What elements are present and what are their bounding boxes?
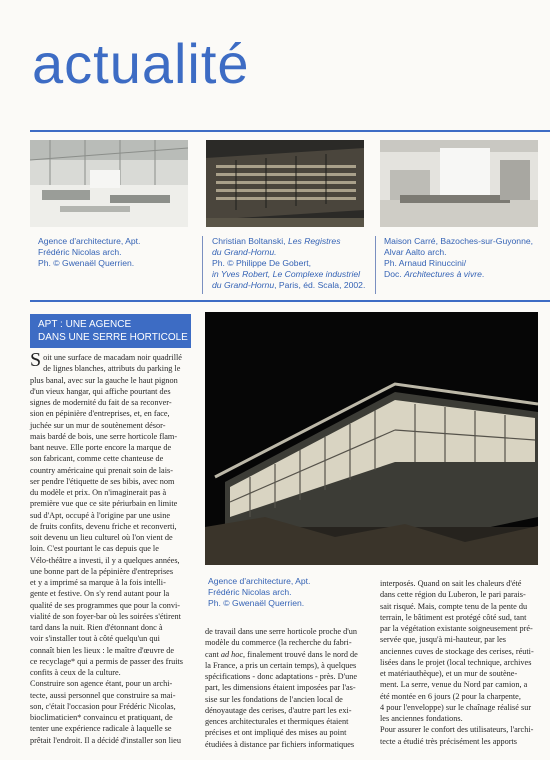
caption-text: du Grand-Hornu: [212, 280, 275, 290]
article-line: mais bardé de bois, une serre horticole flam-: [30, 431, 178, 441]
caption-text: Ph. © Gwenaël Querrien.: [208, 598, 305, 608]
title-rule: [30, 130, 550, 132]
greenhouse-photo-caption: [208, 576, 310, 609]
article-heading-line: DANS UNE SERRE HORTICOLE: [38, 332, 188, 343]
caption-text: Alvar Aalto arch.: [384, 247, 447, 257]
article-line: tecte, aussi personnel que construire sa mai-: [30, 690, 176, 700]
caption-text: , Paris, éd. Scala, 2002.: [274, 280, 366, 290]
article-line: confits à ceux de la culture.: [30, 668, 121, 677]
article-line: d'un vieux hangar, qui affiche pourtant des: [30, 386, 171, 396]
caption-divider: [375, 236, 376, 294]
article-line: tenter une expérience radicale à laquelle se: [30, 724, 172, 734]
column-1-lines: [30, 349, 192, 746]
article-line: voir s'installer tout à côté quelqu'un qui: [30, 634, 160, 644]
article-line: interposés. Quand on sait les chaleurs d'été: [380, 579, 522, 588]
article-line: terrain, le bâtiment est protégé côté sud, tant: [380, 612, 527, 622]
caption-text: Frédéric Nicolas arch.: [208, 587, 292, 597]
article-line: vialité de son foyer-bar où les soirées s'étirent: [30, 611, 181, 621]
article-line: par la végétation existante soigneusement pré-: [380, 624, 533, 633]
article-dropcap: S: [30, 349, 42, 371]
caption-line: [212, 269, 365, 280]
article-line: sait risqué. Mais, compte tenu de la pente du: [380, 601, 528, 611]
article-line: et y a imprimé sa marque à la fois intelli-: [30, 578, 166, 587]
article-line: lisées dans le projet (local technique, archives: [380, 657, 532, 667]
caption-text: .: [481, 269, 485, 279]
article-line: juchée sur un mur de soutènement désor-: [30, 420, 166, 430]
article-line: de fruits confits, devenu friche et reconverti,: [30, 521, 177, 531]
article-line: ce recyclage* qui a permis de passer des fruits: [30, 656, 184, 666]
article-line: spécifications - donc adaptations - près. D'une: [205, 672, 358, 681]
greenhouse-night-photo: [205, 312, 538, 565]
architecture-agency-photo: [30, 140, 188, 227]
caption-text: in Yves Robert, Le Complexe industriel: [212, 269, 361, 279]
article-line: Vélo-théâtre a investi, il y a quelques années,: [30, 555, 180, 565]
caption-text: Ph. © Philippe De Gobert,: [212, 258, 312, 268]
column-3-lines: [380, 578, 540, 747]
article-line: 4 pour l'enveloppe) sur le chaînage réalisé sur: [380, 702, 532, 712]
article-line: été montée en 6 jours (2 pour la charpente,: [380, 691, 521, 701]
caption-line: [384, 247, 533, 258]
article-line: sud d'Apt, occupé à l'origine par une usine: [30, 510, 170, 520]
caption-text: Christian Boltanski,: [212, 236, 288, 246]
caption-line: [208, 576, 310, 587]
article-line: et matériauthèque), et un mur de soutène-: [380, 669, 518, 678]
caption-text: Les Registres: [287, 236, 341, 246]
article-line: sise sur les fondations de l'ancien local de: [205, 694, 343, 704]
article-line: soit devenu un lieu culturel où l'on vient de: [30, 533, 173, 542]
captions-rule: [30, 300, 550, 302]
caption-text: Doc.: [384, 269, 405, 279]
article-line: une bonne part de la pépinière d'entreprises: [30, 566, 174, 576]
caption-line: [38, 258, 140, 269]
article-line: prêtait l'endroit. Il a décidé d'installer son lieu: [30, 735, 181, 745]
article-column-3: [380, 578, 540, 747]
article-line: Pour assurer le confort des utilisateurs, l'archi-: [380, 725, 534, 735]
article-line: son, c'était l'occasion pour Frédéric Nicolas,: [30, 701, 176, 711]
article-line: qualité de ses programmes que pour la convi-: [30, 600, 181, 610]
article-line: signes de modernité du fait de sa reconver-: [30, 398, 172, 407]
article-line: précises et ont impliqué des mises au point: [205, 728, 347, 738]
article-column-1: [30, 349, 192, 746]
article-line: ment. La serre, venue du Nord par camion, a: [380, 680, 528, 690]
article-line: la France, a pris un certain temps), à quelques: [205, 660, 357, 670]
maison-carre-photo-caption: [384, 236, 533, 280]
caption-line: [384, 269, 533, 280]
article-line: gente et festive. On s'y rend autant pour la: [30, 589, 170, 599]
article-line: cant ad hoc, finalement trouvé dans le nord de: [205, 649, 358, 659]
caption-line: [208, 587, 310, 598]
article-line: plus banal, avec sur la gauche le haut pignon: [30, 375, 178, 385]
caption-text: Agence d'architecture, Apt.: [38, 236, 141, 246]
boltanski-registres-photo: [206, 140, 364, 227]
article-heading-line: APT : UNE AGENCE: [38, 319, 132, 330]
article-line: oit une surface de macadam noir quadrillé: [43, 353, 182, 362]
article-line: Construire son agence étant, pour un archi-: [30, 679, 173, 689]
article-line: country américaine qui prenait soin de lais-: [30, 465, 173, 475]
article-line: du modèle et prix. On n'imaginerait pas à: [30, 488, 167, 497]
caption-text: Architectures à vivre: [404, 269, 482, 279]
caption-line: [384, 258, 533, 269]
article-line: dénoyautage des cerises, d'autre part les exi-: [205, 705, 352, 715]
article-line: première vue que ce site périurbain en limite: [30, 499, 178, 509]
article-line: étudiées à distance par fichiers informatiques: [205, 739, 355, 749]
article-column-2: [205, 626, 370, 750]
caption-line: [212, 280, 365, 291]
article-line: tecte a étudié très précisément les apports: [380, 736, 517, 746]
caption-line: [212, 236, 365, 247]
article-line: connaît bien les lieux : le maître d'œuvre de: [30, 645, 174, 655]
caption-line: [208, 598, 310, 609]
article-line: dans cette région du Luberon, le pari parais-: [380, 590, 526, 600]
article-line: les anciennes fondations.: [380, 714, 463, 723]
article-line: de travail dans une serre horticole proche d'un: [205, 627, 357, 636]
article-line: tard dans la nuit. Rien d'étonnant donc à: [30, 623, 163, 632]
caption-line: [212, 258, 365, 269]
caption-text: Ph. © Gwenaël Querrien.: [38, 258, 135, 268]
agency-photo-caption: [38, 236, 140, 269]
boltanski-photo-caption: [212, 236, 365, 291]
caption-text: du Grand-Hornu.: [212, 247, 277, 257]
maison-carre-photo: [380, 140, 538, 227]
caption-text: Ph. Arnaud Rinuccini/: [384, 258, 467, 268]
caption-line: [212, 247, 365, 258]
article-line: sion en pépinière d'entreprises, et, en face,: [30, 409, 170, 419]
article-line: de lignes blanches, attributs du parking le: [43, 364, 181, 374]
column-2-lines: [205, 626, 370, 750]
article-line: part, les dimensions étaient imposées par l'as-: [205, 683, 356, 693]
article-line: modèle du commerce (la recherche du fabri-: [205, 638, 352, 648]
caption-text: Maison Carré, Bazoches-sur-Guyonne,: [384, 236, 534, 246]
article-line: loin. C'est pourtant le cas depuis que le: [30, 544, 159, 554]
caption-line: [384, 236, 533, 247]
page-title: actualité: [32, 32, 250, 95]
caption-text: Frédéric Nicolas arch.: [38, 247, 122, 257]
article-line: anciennes cuves de stockage des cerises, réuti-: [380, 646, 534, 656]
article-heading: [30, 314, 191, 348]
caption-line: [38, 247, 140, 258]
article-line: bioclimaticien* convaincu et pratiquant, de: [30, 713, 173, 722]
article-line: bant neuve. Elle porte encore la marque de: [30, 443, 172, 452]
caption-divider: [202, 236, 203, 294]
caption-line: [38, 236, 140, 247]
article-line: ser pendre l'étiquette de ses bibis, avec nom: [30, 476, 175, 486]
article-line: son fabricant, comme cette chanteuse de: [30, 454, 164, 464]
caption-text: Agence d'architecture, Apt.: [208, 576, 311, 586]
article-line: gences architecturales et thermiques étaient: [205, 717, 349, 726]
article-line: servée que, jusqu'à mi-hauteur, par les: [380, 635, 507, 645]
